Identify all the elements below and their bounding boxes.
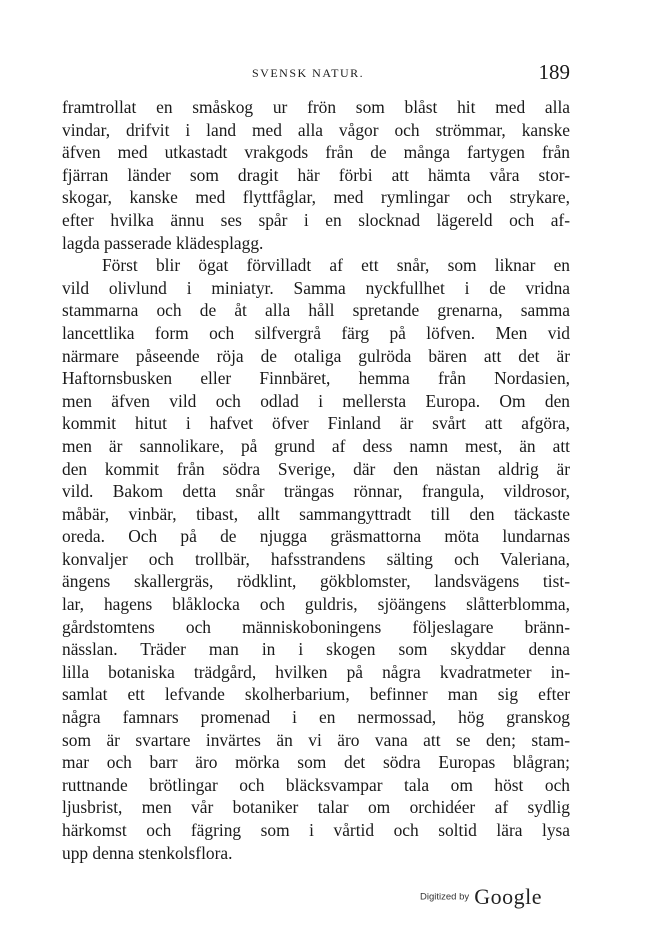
text-line: men äfven vild och odlad i mellersta Europa. Om den xyxy=(62,390,570,411)
text-line: stammarna och de åt alla håll spretande grenarna, samma xyxy=(62,300,570,321)
text-line: som är svartare invärtes än vi äro vana att se den; stam- xyxy=(62,729,570,750)
body-text xyxy=(62,96,570,864)
text-line: kommit hitut i hafvet öfver Finland är svårt att afgöra, xyxy=(62,413,570,434)
text-line: gårdstomtens och människoboningens följeslagare bränn- xyxy=(62,616,570,637)
text-line: men är sannolikare, på grund af dess namn mest, än att xyxy=(62,435,570,456)
text-line: vild. Bakom detta snår trängas rönnar, frangula, vildrosor, xyxy=(62,481,570,502)
text-line: ängens skallergräs, rödklint, gökblomster, landsvägens tist- xyxy=(62,571,570,592)
text-line: lilla botaniska trädgård, hvilken på några kvadratmeter in- xyxy=(62,661,570,682)
text-line: några famnars promenad i en nermossad, hög granskog xyxy=(62,707,570,728)
text-line: nässlan. Träder man in i skogen som skyddar denna xyxy=(62,639,570,660)
text-line: ruttnande brötlingar och bläcksvampar tala om höst och xyxy=(62,774,570,795)
text-line: upp denna stenkolsflora. xyxy=(62,842,233,863)
text-line: Haftornsbusken eller Finnbäret, hemma från Nordasien, xyxy=(62,368,570,389)
text-line: ljusbrist, men vår botaniker talar om orchidéer af sydlig xyxy=(62,797,570,818)
text-line: efter hvilka ännu ses spår i en slocknad lägereld och af- xyxy=(62,209,570,230)
text-line: skogar, kanske med flyttfåglar, med rymlingar och strykare, xyxy=(62,187,570,208)
digitized-by-label: Digitized by xyxy=(420,891,470,903)
running-title: SVENSK NATUR. xyxy=(252,66,365,80)
text-line: vild olivlund i miniatyr. Samma nyckfullhet i de vridna xyxy=(62,277,570,298)
paragraph-start-line: Först blir ögat förvilladt af ett snår, som liknar en xyxy=(102,255,570,276)
text-line: lancettlika form och silfvergrå färg på löfven. Men vid xyxy=(62,322,570,343)
text-line: konvaljer och trollbär, hafsstrandens sälting och Valeriana, xyxy=(62,548,570,569)
text-line: den kommit från södra Sverige, där den nästan aldrig är xyxy=(62,458,570,479)
digitized-by-google-watermark xyxy=(420,884,542,910)
text-line: måbär, vinbär, tibast, allt sammangyttradt till den täckaste xyxy=(62,503,570,524)
text-line: äfven med utkastadt vrakgods från de många fartygen från xyxy=(62,142,570,163)
text-line: lagda passerade klädesplagg. xyxy=(62,232,264,253)
text-line: vindar, drifvit i land med alla vågor och strömmar, kanske xyxy=(62,119,570,140)
text-line: mar och barr äro mörka som det södra Europas blågran; xyxy=(62,752,570,773)
text-line: närmare påseende röja de otaliga gulröda bären att det är xyxy=(62,345,570,366)
text-line: oreda. Och på de njugga gräsmattorna möta lundarnas xyxy=(62,526,570,547)
text-line: samlat ett lefvande skolherbarium, befinner man sig efter xyxy=(62,684,570,705)
text-line: härkomst och fägring som i vårtid och soltid lära lysa xyxy=(62,820,570,840)
text-line: framtrollat en småskog ur frön som blåst hit med alla xyxy=(62,97,570,117)
page-number: 189 xyxy=(538,60,570,84)
text-line: lar, hagens blåklocka och guldris, sjöängens slåtterblomma, xyxy=(62,594,570,615)
page-header xyxy=(62,60,570,84)
google-logo: Google xyxy=(474,884,542,909)
text-line: fjärran länder som dragit här förbi att hämta våra stor- xyxy=(62,164,570,185)
